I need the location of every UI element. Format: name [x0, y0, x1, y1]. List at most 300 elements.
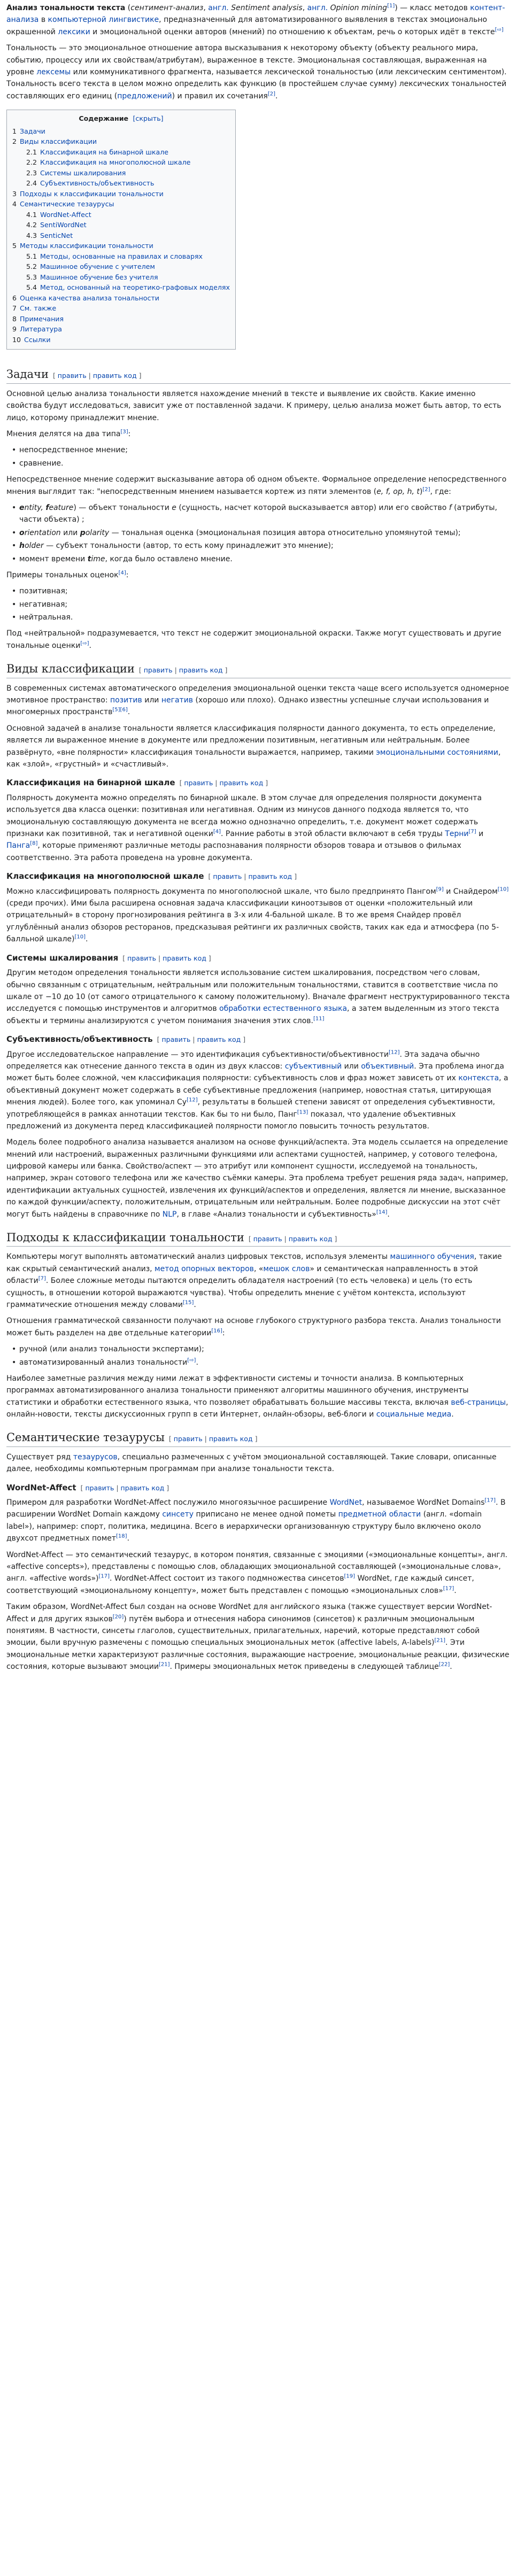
- text-run: или: [142, 695, 161, 705]
- edit-source-link[interactable]: править код: [248, 872, 292, 881]
- section-heading: [6, 1430, 511, 1446]
- text-run: . Примеры эмоциональных меток приведены в следующей таблице: [169, 1662, 439, 1672]
- wiki-link[interactable]: социальные медиа: [376, 1410, 452, 1419]
- toc-item-number: 8: [12, 314, 17, 323]
- section-edit-links: [157, 1035, 246, 1043]
- wiki-link[interactable]: компьютерной лингвистике: [48, 16, 159, 25]
- reference-link[interactable]: [12]: [388, 1049, 400, 1055]
- wiki-link[interactable]: контекста: [458, 1074, 499, 1083]
- wiki-link[interactable]: WordNet: [329, 1498, 362, 1507]
- text-run: :: [222, 1328, 225, 1337]
- text-run: :: [126, 570, 129, 579]
- paragraph: [6, 428, 511, 440]
- text-run: позитивная;: [19, 587, 68, 596]
- bullet-list: [6, 444, 511, 469]
- toc-item[interactable]: [12, 230, 230, 241]
- toc-item-link[interactable]: Семантические тезаурусы: [20, 200, 114, 208]
- edit-link[interactable]: править: [173, 1435, 203, 1443]
- section-heading: [6, 661, 511, 678]
- edit-link[interactable]: править: [213, 872, 242, 881]
- intro-paragraph-2: [6, 42, 511, 102]
- text-run: .: [127, 1534, 130, 1543]
- toc-item-number: 4: [12, 200, 17, 208]
- heading-text: Семантические тезаурусы: [6, 1431, 165, 1444]
- toc-item-number: 9: [12, 325, 17, 334]
- edit-link[interactable]: править: [143, 666, 173, 675]
- wiki-link[interactable]: лексемы: [36, 67, 71, 76]
- toc-item-link[interactable]: Субъективность/объективность: [40, 179, 155, 188]
- text-run: Отношения грамматической связанности получают на основе глубокого структурного разбора текста. Анализ тональности может быть разделен на две отдельные категории: [6, 1317, 501, 1337]
- toc-item-number: 4.2: [26, 221, 37, 229]
- text-run: Мнения делятся на два типа: [6, 429, 121, 438]
- text-run: (хорошо или плохо). Однако известны успешные случаи использования и многомерных пространств: [6, 695, 489, 717]
- toc-item[interactable]: [12, 314, 230, 324]
- wiki-link[interactable]: англ.: [208, 4, 229, 12]
- separator: |: [156, 954, 163, 962]
- list-item: [19, 553, 511, 565]
- section-edit-links: [249, 1235, 337, 1243]
- toc-item[interactable]: [12, 126, 230, 137]
- section-edit-links: [180, 779, 268, 787]
- toc-item-number: 2.3: [26, 168, 37, 177]
- bracket-close: ]: [252, 1435, 258, 1443]
- edit-link[interactable]: править: [253, 1235, 282, 1243]
- reference-link[interactable]: [13]: [297, 1109, 308, 1115]
- toc-item[interactable]: [12, 241, 230, 251]
- separator: |: [172, 666, 179, 675]
- paragraph: [6, 886, 511, 946]
- toc-item[interactable]: [12, 147, 230, 158]
- text-run: eature: [49, 503, 74, 512]
- paragraph: [6, 967, 511, 1027]
- text-run: , как «злой», «грустный» и «счастливый».: [6, 748, 501, 769]
- wiki-link[interactable]: контент-анализа: [6, 4, 505, 25]
- edit-link[interactable]: править: [127, 954, 156, 962]
- text-run: WordNet, где каждый синсет, соответствующий «эмоциональному концепту», может быть представлен с помощью «эмоциональных слов»: [6, 1574, 474, 1595]
- text-run: Непосредственное мнение содержит высказывание автора об одном объекте. Формальное определение непосредственного мнения выглядит так: "непосредственным мнением называется кортеж из пяти элементов (: [6, 475, 507, 496]
- wiki-link[interactable]: Терни: [445, 829, 469, 838]
- text-run: Под «нейтральной» подразумевается, что текст не содержит эмоциональной окраски. Также могут существовать и другие тональные оценки: [6, 629, 501, 650]
- toc-item-link[interactable]: Оценка качества анализа тональности: [20, 293, 159, 302]
- toc-item-number: 2: [12, 137, 17, 146]
- text-run: — тональная оценка (эмоциональная позиция автора относительно упомянутой темы);: [109, 528, 461, 537]
- heading-text: Субъективность/объективность: [6, 1034, 153, 1045]
- text-run: .: [450, 1662, 452, 1672]
- text-run: , «: [253, 1264, 264, 1273]
- subsection-heading: [6, 1482, 511, 1494]
- section-heading: [6, 367, 511, 383]
- text-run: .: [127, 708, 130, 717]
- section-heading: [6, 1230, 511, 1247]
- subsection-heading: [6, 870, 511, 883]
- toc-item[interactable]: [12, 178, 230, 189]
- toc-item[interactable]: [12, 136, 230, 147]
- paragraph: [6, 1497, 511, 1545]
- wiki-link[interactable]: веб-страницы: [451, 1398, 506, 1407]
- text-run: , результаты в большей степени зависят от определения субъективности, употребляющейся в рамках аннотации текстов. Как бы то ни было, Панг: [6, 1098, 496, 1119]
- text-run: f: [449, 503, 452, 512]
- text-run: Другое исследовательское направление — это идентификация субъективности/объективности: [6, 1050, 389, 1059]
- reference-link[interactable]: [⇨]: [495, 27, 504, 33]
- text-run: . WordNet-Affect состоит из такого подмножества синсетов: [110, 1574, 344, 1583]
- reference-link[interactable]: [20]: [112, 1613, 124, 1620]
- text-run: Полярность документа можно определять по бинарной шкале. В этом случае для определения полярности документа используется два класса оценки: позитивная или негативная. Одним из минусов данного подхода является то, что эмоциональную составляющую документа не всегда можно однозначно определить, т.е. документ может содержать признаки как позитивной, так и негативной оценки: [6, 793, 482, 838]
- text-run: сравнение.: [19, 459, 64, 468]
- paragraph: [6, 683, 511, 718]
- bracket-close: ]: [222, 666, 228, 675]
- toc-item[interactable]: [12, 199, 230, 210]
- wiki-link[interactable]: машинного обучения: [390, 1252, 474, 1262]
- reference-link[interactable]: [4]: [213, 829, 221, 835]
- text-run: rientation: [24, 528, 61, 537]
- text-run: (англ. «domain label»), например: спорт, политика, медицина. Всего в иерархически организованную структуру было включено около двухсот предметных помет: [6, 1510, 482, 1543]
- toc-item-number: 4.3: [26, 231, 37, 239]
- text-run: Основной задачей в анализе тональности является классификация полярности данного документа, то есть определение, является ли выраженное мнение в документе или предложении позитивным, негативным или нейтральным. Более развёрнуто, «вне полярности» классификация тональности выражается, например, такими: [6, 724, 496, 757]
- reference-link[interactable]: [7]: [468, 829, 476, 835]
- toc-item-number: 5.1: [26, 252, 37, 260]
- list-item: [19, 612, 511, 623]
- subsection-heading: [6, 777, 511, 789]
- heading-text: WordNet-Affect: [6, 1482, 76, 1492]
- text-run: , называемое WordNet Domains: [362, 1498, 485, 1507]
- toc-item-link[interactable]: Машинное обучение с учителем: [40, 262, 155, 271]
- section-edit-links: [122, 954, 211, 962]
- heading-text: Подходы к классификации тональности: [6, 1231, 244, 1244]
- text-run: и эмоциональной оценки авторов (мнений) по отношению к объектам, речь о которых идёт в тексте: [90, 27, 495, 36]
- text-run: , которые применяют различные методы распознавания полярности обзоров товара и отзывов о фильмах соответственно. Эта работа проведена на уровне документа.: [6, 841, 461, 862]
- toc-toggle-link[interactable]: [скрыть]: [133, 114, 164, 123]
- text-run: и: [476, 829, 484, 838]
- text-run: ) и правил их сочетания: [172, 91, 268, 100]
- text-run: f: [45, 503, 49, 512]
- section-edit-links: [169, 1435, 258, 1443]
- reference-link[interactable]: [11]: [313, 1016, 325, 1022]
- wiki-link[interactable]: мешок слов: [263, 1264, 310, 1273]
- bracket-open: [: [80, 1483, 86, 1492]
- reference-link[interactable]: [17]: [484, 1497, 496, 1504]
- toc-item[interactable]: [12, 157, 230, 168]
- text-run: , в главе «Анализ тональности и субъективность»: [176, 1210, 376, 1219]
- text-run: ) путём выбора и отнесения набора синонимов (синсетов) к различным эмоциональным понятиям. В частности, синсеты глаголов, существительных, прилагательных, наречий, которые представляют собой эмоции, были вручную размечены с помощью специальных эмоциональных меток (affective labels, A-labels): [6, 1614, 480, 1647]
- toc-item[interactable]: [12, 251, 230, 262]
- edit-source-link[interactable]: править код: [209, 1435, 253, 1443]
- reference-link[interactable]: [10]: [74, 934, 86, 940]
- text-run: Opinion mining: [330, 4, 388, 12]
- toc-item-link[interactable]: Ссылки: [24, 335, 51, 344]
- text-run: Компьютеры могут выполнять автоматический анализ цифровых текстов, используя элементы: [6, 1252, 390, 1262]
- text-run: (сущность, насчет которой высказывается автор) или его свойство: [176, 503, 449, 512]
- toc-item[interactable]: [12, 261, 230, 272]
- reference-link[interactable]: [21]: [158, 1661, 170, 1668]
- text-run: Примеры тональных оценок: [6, 570, 119, 579]
- toc-item-number: 5.4: [26, 283, 37, 292]
- text-run: и Снайдером: [443, 887, 498, 896]
- edit-source-link[interactable]: править код: [219, 779, 264, 787]
- toc-item[interactable]: [12, 303, 230, 314]
- reference-link[interactable]: [21]: [434, 1637, 446, 1644]
- text-run: o: [19, 528, 25, 537]
- list-item: [19, 527, 511, 539]
- text-run: older: [24, 541, 44, 551]
- toc-item-link[interactable]: Виды классификации: [20, 137, 97, 146]
- reference-link[interactable]: [14]: [376, 1209, 388, 1215]
- edit-source-link[interactable]: править код: [92, 372, 137, 380]
- reference-link[interactable]: [3]: [120, 429, 128, 435]
- toc-item-number: 5.3: [26, 273, 37, 281]
- text-run: или: [342, 1062, 361, 1071]
- wiki-link[interactable]: тезаурусов: [73, 1452, 118, 1461]
- separator: |: [114, 1483, 121, 1492]
- edit-source-link[interactable]: править код: [163, 954, 206, 962]
- text-run: .: [451, 1410, 454, 1419]
- bracket-open: [: [122, 954, 128, 962]
- bullet-list: [6, 502, 511, 565]
- text-run: приписано не менее одной пометы: [194, 1510, 338, 1519]
- bracket-open: [: [157, 1035, 162, 1044]
- bracket-open: [: [52, 372, 58, 380]
- toc-list: [12, 126, 230, 345]
- paragraph: [6, 1451, 511, 1475]
- toc-item-link[interactable]: Системы шкалирования: [40, 168, 126, 177]
- bracket-open: [: [248, 1235, 253, 1243]
- edit-link[interactable]: править: [57, 372, 87, 380]
- text-run: , онлайн-новости, тексты дискуссионных групп в сети Интернет, онлайн-обзоры, веб-блоги и: [6, 1398, 508, 1419]
- toc-item-number: 6: [12, 293, 17, 302]
- toc-header: [12, 113, 230, 124]
- subsection-heading: [6, 952, 511, 964]
- wiki-link[interactable]: синсету: [162, 1510, 194, 1519]
- separator: |: [86, 372, 93, 380]
- toc-item-link[interactable]: SenticNet: [40, 231, 73, 239]
- text-run: . В расширении WordNet Domain каждому: [6, 1498, 506, 1519]
- edit-source-link[interactable]: править код: [179, 666, 223, 675]
- reference-link[interactable]: [5][6]: [112, 707, 128, 713]
- reference-link[interactable]: [4]: [118, 570, 126, 576]
- toc-item-link[interactable]: Классификация на бинарной шкале: [40, 148, 169, 156]
- text-run: :: [128, 429, 131, 438]
- toc-item[interactable]: [12, 335, 230, 345]
- wiki-link[interactable]: метод опорных векторов: [155, 1264, 254, 1273]
- paragraph: [6, 1373, 511, 1421]
- separator: |: [202, 1435, 209, 1443]
- toc-item-number: 2.2: [26, 158, 37, 167]
- reference-link[interactable]: [17]: [443, 1585, 454, 1592]
- text-run: или: [60, 528, 80, 537]
- reference-link[interactable]: [12]: [187, 1097, 198, 1103]
- toc-item-number: 1: [12, 127, 17, 135]
- text-run: . Эта задача обычно определяется как отнесение данного текста в один из двух классов:: [6, 1050, 480, 1071]
- paragraph: [6, 1251, 511, 1311]
- bracket-close: ]: [263, 779, 268, 787]
- reference-link[interactable]: [22]: [438, 1661, 450, 1668]
- reference-link[interactable]: [15]: [182, 1299, 194, 1306]
- text-run: Таким образом, WordNet-Affect был создан на основе WordNet для английского языка (также существует версии WordNet-Affect и для других языков: [6, 1603, 492, 1623]
- paragraph: [6, 792, 511, 864]
- toc-item[interactable]: [12, 324, 230, 335]
- text-run: сентимент-анализ: [130, 4, 204, 12]
- wiki-link[interactable]: объективный: [361, 1062, 414, 1071]
- paragraph: [6, 474, 511, 498]
- text-run: e: [172, 503, 176, 512]
- text-run: WordNet-Affect — это семантический тезаурус, в котором понятия, связанные с эмоциями («эмоциональные концепты», англ. «affective concepts»), представлены с помощью слов, обладающих эмоциональной составляющей («эмоциональные слова», англ. «affective words»): [6, 1550, 508, 1583]
- text-run: ручной (или анализ тональности экспертами);: [19, 1345, 204, 1354]
- wiki-link[interactable]: предметной области: [338, 1510, 421, 1519]
- text-run: . Эта проблема иногда может быть более сложной, чем классификация полярности: субъективность слов и фраз может зависеть от их: [6, 1062, 504, 1083]
- heading-text: Классификация на бинарной шкале: [6, 778, 175, 788]
- reference-link[interactable]: [18]: [116, 1533, 127, 1540]
- text-run: Sentiment analysis: [231, 4, 303, 12]
- text-run: ) — объект тональности: [73, 503, 172, 512]
- paragraph: [6, 1315, 511, 1339]
- table-of-contents: [6, 110, 236, 350]
- text-run: .: [196, 1358, 198, 1367]
- edit-source-link[interactable]: править код: [120, 1483, 165, 1492]
- bullet-list: [6, 1343, 511, 1368]
- separator: |: [282, 1235, 289, 1243]
- toc-item-link[interactable]: Подходы к классификации тональности: [20, 189, 164, 198]
- heading-text: Классификация на многополюсной шкале: [6, 871, 204, 881]
- text-run: Основной целью анализа тональности является нахождение мнений в тексте и выявление их свойств. Какие именно свойства будут исследоваться, зависит уже от поставленной задачи. К примеру, целью анализа может быть автор, то есть лицо, которому принадлежит мнение.: [6, 389, 501, 422]
- reference-link[interactable]: [⇨]: [187, 1357, 196, 1363]
- text-run: , а затем выделенным из этого текста объекты и термины анализируются с учетом понимания значения этих слов.: [6, 1004, 499, 1025]
- toc-item-link[interactable]: SentiWordNet: [40, 221, 87, 229]
- reference-link[interactable]: [2]: [422, 486, 430, 492]
- toc-item-link[interactable]: См. также: [20, 304, 57, 313]
- wiki-link[interactable]: лексики: [58, 27, 90, 36]
- article-body: [6, 367, 511, 1673]
- toc-item[interactable]: [12, 210, 230, 220]
- reference-link[interactable]: [8]: [30, 840, 38, 847]
- paragraph: [6, 1136, 511, 1220]
- separator: |: [190, 1035, 197, 1044]
- edit-link[interactable]: править: [161, 1035, 191, 1044]
- text-run: e: [19, 503, 25, 512]
- toc-item-link[interactable]: Литература: [20, 325, 62, 334]
- toc-item[interactable]: [12, 189, 230, 199]
- text-run: , когда было оставлено мнение.: [105, 554, 233, 563]
- text-run: (атрибуты, части объекта) ;: [19, 503, 497, 524]
- reference-link[interactable]: [2]: [267, 91, 276, 97]
- text-run: , а объективный документ может содержать в себе субъективные предложения (например, новостная статья, цитирующая мнения людей). Более того, как упоминал Су: [6, 1074, 508, 1107]
- toc-item[interactable]: [12, 220, 230, 230]
- text-run: , где:: [430, 487, 451, 496]
- text-run: . Эти эмоциональные метки характеризуют различные состояния, выражающие настроение, эмоциональные реакции, физические состояния, которые вызывают эмоции: [6, 1638, 510, 1672]
- reference-link[interactable]: [9]: [436, 886, 444, 892]
- subsection-heading: [6, 1033, 511, 1046]
- text-run: ntity,: [24, 503, 46, 512]
- toc-item-link[interactable]: Машинное обучение без учителя: [40, 273, 158, 281]
- wiki-link[interactable]: NLP: [162, 1210, 177, 1219]
- toc-item[interactable]: [12, 168, 230, 179]
- list-item: [19, 1343, 511, 1355]
- text-run: Анализ тональности текста: [6, 4, 126, 12]
- reference-link[interactable]: [⇨]: [80, 640, 89, 647]
- paragraph: [6, 1049, 511, 1133]
- toc-item[interactable]: [12, 282, 230, 293]
- wiki-link[interactable]: субъективный: [284, 1062, 342, 1071]
- text-run: ,: [203, 4, 209, 12]
- wiki-link[interactable]: Панга: [6, 841, 30, 850]
- section-edit-links: [139, 666, 228, 674]
- separator: |: [213, 779, 220, 787]
- bracket-close: ]: [241, 1035, 246, 1044]
- toc-item-link[interactable]: Метод, основанный на теоретико-графовых моделях: [40, 283, 230, 292]
- text-run: (среди прочих). Ими была расширена основная задача классификации киноотзывов от оценки «положительный или отрицательный» в сторону прогнозирования рейтинга в 3-х или 4-бальной шкале. В то же время Снайдер провёл углублённый анализ обзоров ресторанов, предсказывая рейтинги их различных свойств, таких как еда и атмосфера (по 5-балльной шкале): [6, 899, 499, 944]
- section-edit-links: [209, 872, 297, 880]
- toc-item[interactable]: [12, 293, 230, 304]
- paragraph: [6, 1549, 511, 1597]
- paragraph: [6, 388, 511, 424]
- toc-item-link[interactable]: Примечания: [20, 314, 64, 323]
- text-run: Наиболее заметные различия между ними лежат в эффективности системы и точности анализа. В компьютерных программах автоматизированного анализа тональности применяют алгоритмы машинного обучения, инструменты статистики и обработки естественного языка, что позволяет обрабатывать большие массивы текста, включая: [6, 1374, 469, 1407]
- text-run: , предназначенный для автоматизированного выявления в текстах эмоционально окрашенной: [6, 16, 488, 36]
- text-run: .: [86, 935, 88, 944]
- wiki-link[interactable]: предложений: [117, 91, 172, 100]
- reference-link[interactable]: [19]: [344, 1573, 356, 1580]
- text-run: . Более сложные методы пытаются определить обладателя настроений (то есть человека) и цель (то есть сущность, в отношении которой выражаются чувства). Чтобы определить мнение с учётом контекста, используют грамматические отношения между словами: [6, 1277, 473, 1309]
- reference-link[interactable]: [1]: [387, 3, 395, 9]
- reference-link[interactable]: [7]: [38, 1275, 46, 1282]
- toc-item-link[interactable]: Методы, основанные на правилах и словарях: [40, 252, 203, 260]
- toc-item-link[interactable]: WordNet-Affect: [40, 210, 91, 219]
- edit-source-link[interactable]: править код: [288, 1235, 333, 1243]
- text-run: .: [275, 91, 278, 100]
- toc-item-link[interactable]: Классификация на многополюсной шкале: [40, 158, 191, 167]
- text-run: показал, что удаление объективных предложений из документа перед классификацией полярности помогло повысить точность результатов.: [6, 1110, 456, 1131]
- text-run: (: [125, 4, 131, 12]
- text-run: ) — класс методов: [395, 4, 470, 12]
- wiki-link[interactable]: эмоциональными состояниями: [376, 748, 498, 757]
- bracket-open: [: [168, 1435, 174, 1443]
- paragraph: [6, 723, 511, 771]
- wiki-link[interactable]: обработки естественного языка: [219, 1004, 348, 1014]
- text-run: В современных системах автоматического определения эмоциональной оценки текста чаще всего используется одномерное эмотивное пространство:: [6, 684, 509, 705]
- toc-item-link[interactable]: Задачи: [20, 127, 45, 135]
- edit-link[interactable]: править: [85, 1483, 114, 1492]
- reference-link[interactable]: [10]: [497, 886, 509, 892]
- list-item: [19, 599, 511, 610]
- text-run: olarity: [85, 528, 110, 537]
- toc-item[interactable]: [12, 272, 230, 283]
- reference-link[interactable]: [17]: [98, 1573, 110, 1580]
- text-run: негативная;: [19, 600, 68, 609]
- text-run: . Ранние работы в этой области включают в себя труды: [221, 829, 445, 838]
- list-item: [19, 585, 511, 597]
- wiki-link[interactable]: позитив: [110, 695, 142, 705]
- bracket-close: ]: [136, 372, 142, 380]
- toc-item-number: 5: [12, 242, 17, 250]
- text-run: автоматизированный анализ тональности: [19, 1358, 188, 1367]
- separator: |: [242, 872, 249, 881]
- edit-source-link[interactable]: править код: [197, 1035, 241, 1044]
- text-run: момент времени: [19, 554, 88, 563]
- bullet-list: [6, 585, 511, 623]
- heading-text: Виды классификации: [6, 662, 135, 676]
- heading-text: Задачи: [6, 368, 49, 381]
- article-intro: [6, 2, 511, 102]
- list-item: [19, 540, 511, 552]
- edit-link[interactable]: править: [184, 779, 213, 787]
- wiki-link[interactable]: англ.: [307, 4, 328, 12]
- wiki-link[interactable]: негатив: [161, 695, 194, 705]
- text-run: .: [454, 1586, 457, 1595]
- reference-link[interactable]: [16]: [211, 1328, 222, 1334]
- toc-item-link[interactable]: Методы классификации тональности: [20, 242, 153, 250]
- text-run: ime: [91, 554, 105, 563]
- toc-item-number: 5.2: [26, 262, 37, 271]
- text-run: » и семантическая направленность в этой области: [6, 1264, 479, 1286]
- toc-item-number: 2.1: [26, 148, 37, 156]
